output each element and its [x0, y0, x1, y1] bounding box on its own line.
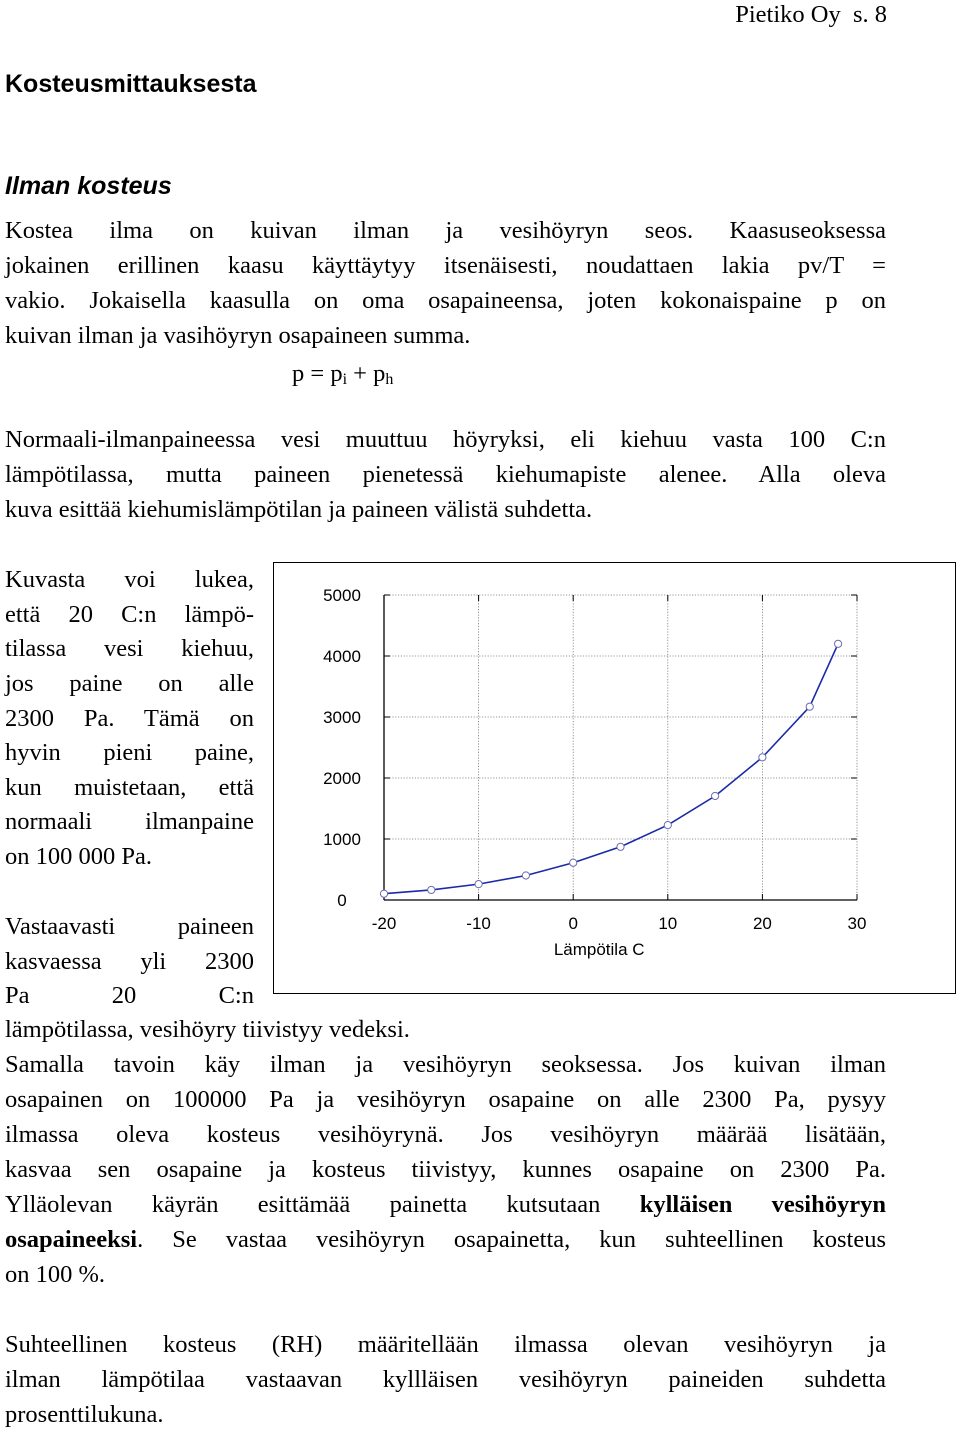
x-tick-label: 0 — [568, 914, 578, 933]
formula-rhs: + p — [347, 360, 386, 387]
vapor-pressure-chart — [274, 563, 957, 995]
data-point — [428, 886, 435, 893]
y-tick-label: 4000 — [323, 647, 361, 666]
text-line: jos paine on alle — [5, 670, 254, 697]
text-line: kun muistetaan, että — [5, 774, 254, 801]
text-line: jokainen erillinen kaasu käyttäytyy itsenäisesti, noudattaen lakia pv/T = — [5, 252, 886, 279]
text-span: Ylläolevan käyrän esittämää painetta kutsutaan — [5, 1191, 640, 1218]
section-title: Ilman kosteus — [5, 172, 172, 200]
text-line: ilmassa oleva kosteus vesihöyrynä. Jos vesihöyryn määrää lisätään, — [5, 1121, 886, 1148]
x-tick-label: 20 — [752, 914, 772, 933]
text-line: Vastaavasti paineen — [5, 913, 254, 940]
text-line: on 100 %. — [5, 1261, 106, 1288]
formula — [292, 356, 393, 397]
text-span: . Se vastaa vesihöyryn osapainetta, kun suhteellinen kosteus — [137, 1226, 886, 1253]
text-line: osapainen on 100000 Pa ja vesihöyryn osapaine on alle 2300 Pa, pysyy — [5, 1086, 886, 1113]
text-line: Pa 20 C:n — [5, 982, 254, 1009]
header-page-number: s. 8 — [852, 1, 887, 28]
text-line: Suhteellinen kosteus (RH) määritellään ilmassa olevan vesihöyryn ja — [5, 1331, 886, 1358]
text-line — [5, 1222, 886, 1257]
text-line: Kostea ilma on kuivan ilman ja vesihöyryn seos. Kaasuseoksessa — [5, 217, 886, 244]
bold-term: osapaineeksi — [5, 1226, 138, 1253]
x-tick-label: -10 — [466, 914, 491, 933]
text-line: tilassa vesi kiehuu, — [5, 635, 254, 662]
text-line: hyvin pieni paine, — [5, 739, 254, 766]
page-title: Kosteusmittauksesta — [5, 70, 257, 98]
text-line: lämpötilassa, vesihöyry tiivistyy vedeksi. — [5, 1016, 410, 1043]
data-point — [475, 881, 482, 888]
text-line: Samalla tavoin käy ilman ja vesihöyryn seoksessa. Jos kuivan ilman — [5, 1051, 886, 1078]
data-point — [712, 792, 719, 799]
text-line: ilman lämpötilaa vastaavan kyllläisen vesihöyryn paineiden suhdetta — [5, 1366, 886, 1393]
text-line: Kuvasta voi lukea, — [5, 566, 254, 593]
data-point — [380, 890, 387, 897]
text-line: normaali ilmanpaine — [5, 808, 254, 835]
text-line: kuva esittää kiehumislämpötilan ja paineen välistä suhdetta. — [5, 496, 593, 523]
y-tick-label: 1000 — [323, 830, 361, 849]
data-point — [834, 640, 841, 647]
text-line: lämpötilassa, mutta paineen pienetessä kiehumapiste alenee. Alla oleva — [5, 461, 886, 488]
y-tick-label: 2000 — [323, 769, 361, 788]
y-tick-label: 0 — [337, 891, 347, 910]
y-tick-label: 5000 — [323, 586, 361, 605]
data-point — [806, 703, 813, 710]
text-line: prosenttilukuna. — [5, 1401, 164, 1428]
formula-subscript: i — [342, 371, 348, 388]
bold-term: kylläisen vesihöyryn — [639, 1191, 886, 1218]
data-point — [522, 872, 529, 879]
chart-frame — [273, 562, 956, 994]
x-tick-label: -20 — [371, 914, 397, 933]
text-line: 2300 Pa. Tämä on — [5, 705, 254, 732]
text-line — [5, 1187, 886, 1222]
data-point — [617, 843, 624, 850]
data-point — [570, 859, 577, 866]
data-point — [759, 754, 766, 761]
text-line: on 100 000 Pa. — [5, 843, 152, 870]
page-header — [735, 0, 887, 30]
x-axis-label: Lämpötila C — [553, 940, 645, 959]
text-line: kuivan ilman ja vasihöyryn osapaineen summa. — [5, 322, 471, 349]
text-line: kasvaessa yli 2300 — [5, 948, 254, 975]
text-line: että 20 C:n lämpö- — [5, 601, 254, 628]
formula-subscript: h — [385, 371, 394, 388]
data-line — [384, 644, 838, 894]
header-company: Pietiko Oy — [735, 1, 841, 28]
text-line: vakio. Jokaisella kaasulla on oma osapaineensa, joten kokonaispaine p on — [5, 287, 886, 314]
x-tick-label: 30 — [847, 914, 867, 933]
text-line: kasvaa sen osapaine ja kosteus tiivistyy, kunnes osapaine on 2300 Pa. — [5, 1156, 886, 1183]
y-tick-label: 3000 — [323, 708, 361, 727]
formula-lhs: p = p — [292, 360, 343, 387]
text-line: Normaali-ilmanpaineessa vesi muuttuu höyryksi, eli kiehuu vasta 100 C:n — [5, 426, 886, 453]
data-point — [664, 821, 671, 828]
x-tick-label: 10 — [658, 914, 678, 933]
